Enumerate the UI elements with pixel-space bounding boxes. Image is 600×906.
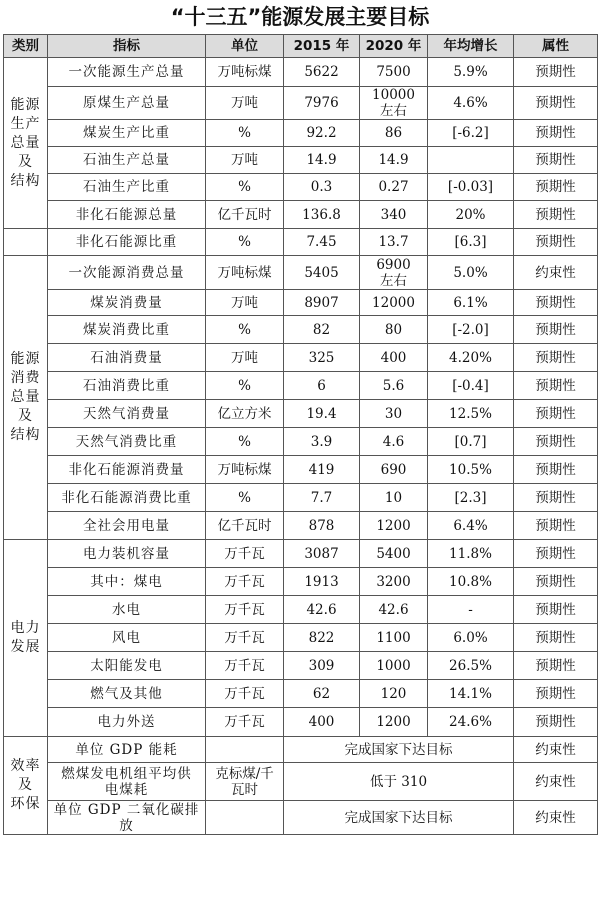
category-cell: 能源 消费 总量 及 结构 xyxy=(4,256,48,540)
indicator-cell: 一次能源消费总量 xyxy=(48,256,206,290)
growth-cell: [-6.2] xyxy=(428,120,514,147)
value-2015-cell: 42.6 xyxy=(284,596,360,624)
energy-targets-table xyxy=(3,34,598,835)
table-row xyxy=(4,120,598,147)
unit-cell: 亿千瓦时 xyxy=(206,201,284,229)
value-2020-cell: 1200 xyxy=(360,512,428,540)
unit-cell: % xyxy=(206,229,284,256)
value-2020-cell: 30 xyxy=(360,400,428,428)
unit-cell: 万吨 xyxy=(206,290,284,316)
attribute-cell: 预期性 xyxy=(514,229,598,256)
growth-cell: 4.6% xyxy=(428,87,514,120)
attribute-cell: 预期性 xyxy=(514,624,598,652)
value-2015-cell: 5622 xyxy=(284,58,360,87)
attribute-cell: 约束性 xyxy=(514,801,598,835)
unit-cell: 克标煤/千 瓦时 xyxy=(206,763,284,801)
header-growth: 年均增长 xyxy=(428,35,514,58)
indicator-cell: 其中：煤电 xyxy=(48,568,206,596)
unit-cell: 万吨标煤 xyxy=(206,256,284,290)
attribute-cell: 预期性 xyxy=(514,568,598,596)
unit-cell: 万吨 xyxy=(206,87,284,120)
header-category: 类别 xyxy=(4,35,48,58)
value-2020-cell: 5400 xyxy=(360,540,428,568)
unit-cell: % xyxy=(206,372,284,400)
value-2020-cell: 400 xyxy=(360,344,428,372)
unit-cell xyxy=(206,737,284,763)
attribute-cell: 预期性 xyxy=(514,400,598,428)
unit-cell xyxy=(206,801,284,835)
attribute-cell: 预期性 xyxy=(514,58,598,87)
value-2020-cell: 6900 左右 xyxy=(360,256,428,290)
growth-cell: 20% xyxy=(428,201,514,229)
unit-cell: 万千瓦 xyxy=(206,708,284,737)
growth-cell: [-0.03] xyxy=(428,174,514,201)
unit-cell: 万吨 xyxy=(206,147,284,174)
value-2020-cell: 1000 xyxy=(360,652,428,680)
growth-cell: [-0.4] xyxy=(428,372,514,400)
value-2020-cell: 14.9 xyxy=(360,147,428,174)
attribute-cell: 预期性 xyxy=(514,596,598,624)
header-unit: 单位 xyxy=(206,35,284,58)
growth-cell: 5.9% xyxy=(428,58,514,87)
table-row xyxy=(4,512,598,540)
growth-cell: 10.5% xyxy=(428,456,514,484)
table-header-row xyxy=(4,35,598,58)
value-2015-cell: 1913 xyxy=(284,568,360,596)
indicator-cell: 煤炭生产比重 xyxy=(48,120,206,147)
growth-cell: 10.8% xyxy=(428,568,514,596)
unit-cell: 万千瓦 xyxy=(206,624,284,652)
unit-cell: 万千瓦 xyxy=(206,568,284,596)
attribute-cell: 预期性 xyxy=(514,708,598,737)
growth-cell: [0.7] xyxy=(428,428,514,456)
table-row xyxy=(4,400,598,428)
value-2015-cell: 62 xyxy=(284,680,360,708)
unit-cell: % xyxy=(206,484,284,512)
value-2015-cell: 5405 xyxy=(284,256,360,290)
table-row xyxy=(4,624,598,652)
indicator-cell: 燃气及其他 xyxy=(48,680,206,708)
indicator-cell: 石油生产总量 xyxy=(48,147,206,174)
growth-cell xyxy=(428,147,514,174)
growth-cell: 5.0% xyxy=(428,256,514,290)
value-2020-cell: 3200 xyxy=(360,568,428,596)
unit-cell: 万吨标煤 xyxy=(206,58,284,87)
attribute-cell: 约束性 xyxy=(514,256,598,290)
header-attribute: 属性 xyxy=(514,35,598,58)
table-row xyxy=(4,484,598,512)
table-row xyxy=(4,540,598,568)
value-2015-cell: 7.45 xyxy=(284,229,360,256)
table-row xyxy=(4,568,598,596)
table-row xyxy=(4,201,598,229)
indicator-cell: 石油生产比重 xyxy=(48,174,206,201)
indicator-cell: 水电 xyxy=(48,596,206,624)
indicator-cell: 煤炭消费量 xyxy=(48,290,206,316)
indicator-cell: 燃煤发电机组平均供 电煤耗 xyxy=(48,763,206,801)
growth-cell: 11.8% xyxy=(428,540,514,568)
attribute-cell: 预期性 xyxy=(514,174,598,201)
table-row xyxy=(4,87,598,120)
indicator-cell: 全社会用电量 xyxy=(48,512,206,540)
value-2020-cell: 13.7 xyxy=(360,229,428,256)
value-2015-cell: 19.4 xyxy=(284,400,360,428)
category-cell: 效率 及 环保 xyxy=(4,737,48,835)
value-2020-cell: 12000 xyxy=(360,290,428,316)
attribute-cell: 预期性 xyxy=(514,290,598,316)
value-2020-cell: 0.27 xyxy=(360,174,428,201)
category-cell xyxy=(4,229,48,256)
unit-cell: 万吨标煤 xyxy=(206,456,284,484)
unit-cell: 万吨 xyxy=(206,344,284,372)
value-2020-cell: 690 xyxy=(360,456,428,484)
value-2015-cell: 92.2 xyxy=(284,120,360,147)
value-2015-cell: 419 xyxy=(284,456,360,484)
attribute-cell: 预期性 xyxy=(514,147,598,174)
table-row xyxy=(4,290,598,316)
value-2015-cell: 136.8 xyxy=(284,201,360,229)
table-row xyxy=(4,763,598,801)
growth-cell: [6.3] xyxy=(428,229,514,256)
unit-cell: 万千瓦 xyxy=(206,652,284,680)
indicator-cell: 非化石能源消费比重 xyxy=(48,484,206,512)
value-2015-cell: 878 xyxy=(284,512,360,540)
indicator-cell: 单位 GDP 能耗 xyxy=(48,737,206,763)
header-indicator: 指标 xyxy=(48,35,206,58)
value-2015-cell: 8907 xyxy=(284,290,360,316)
value-2020-cell: 5.6 xyxy=(360,372,428,400)
value-2015-cell: 3.9 xyxy=(284,428,360,456)
value-2020-cell: 80 xyxy=(360,316,428,344)
table-row xyxy=(4,708,598,737)
table-row xyxy=(4,801,598,835)
attribute-cell: 预期性 xyxy=(514,540,598,568)
indicator-cell: 风电 xyxy=(48,624,206,652)
growth-cell: 6.4% xyxy=(428,512,514,540)
unit-cell: 亿千瓦时 xyxy=(206,512,284,540)
value-2020-cell: 86 xyxy=(360,120,428,147)
value-2020-cell: 1100 xyxy=(360,624,428,652)
value-2015-cell: 3087 xyxy=(284,540,360,568)
attribute-cell: 预期性 xyxy=(514,680,598,708)
indicator-cell: 天然气消费量 xyxy=(48,400,206,428)
value-2015-cell: 0.3 xyxy=(284,174,360,201)
unit-cell: % xyxy=(206,428,284,456)
page-title: “十三五”能源发展主要目标 xyxy=(170,5,430,29)
value-2020-cell: 7500 xyxy=(360,58,428,87)
table-row xyxy=(4,596,598,624)
table-row xyxy=(4,372,598,400)
table-row xyxy=(4,174,598,201)
indicator-cell: 原煤生产总量 xyxy=(48,87,206,120)
attribute-cell: 预期性 xyxy=(514,484,598,512)
table-row xyxy=(4,147,598,174)
value-2015-cell: 7.7 xyxy=(284,484,360,512)
unit-cell: 万千瓦 xyxy=(206,540,284,568)
header-2020: 2020 年 xyxy=(360,35,428,58)
target-cell: 完成国家下达目标 xyxy=(284,801,514,835)
table-row xyxy=(4,58,598,87)
target-cell: 低于 310 xyxy=(284,763,514,801)
value-2015-cell: 7976 xyxy=(284,87,360,120)
table-body xyxy=(4,58,598,835)
table-row xyxy=(4,737,598,763)
unit-cell: % xyxy=(206,174,284,201)
table-row xyxy=(4,256,598,290)
growth-cell: [-2.0] xyxy=(428,316,514,344)
value-2015-cell: 325 xyxy=(284,344,360,372)
table-row xyxy=(4,344,598,372)
unit-cell: 万千瓦 xyxy=(206,680,284,708)
value-2020-cell: 10 xyxy=(360,484,428,512)
indicator-cell: 一次能源生产总量 xyxy=(48,58,206,87)
attribute-cell: 预期性 xyxy=(514,428,598,456)
attribute-cell: 预期性 xyxy=(514,87,598,120)
value-2015-cell: 82 xyxy=(284,316,360,344)
value-2020-cell: 42.6 xyxy=(360,596,428,624)
attribute-cell: 预期性 xyxy=(514,512,598,540)
indicator-cell: 单位 GDP 二氧化碳排 放 xyxy=(48,801,206,835)
growth-cell: [2.3] xyxy=(428,484,514,512)
indicator-cell: 电力装机容量 xyxy=(48,540,206,568)
attribute-cell: 预期性 xyxy=(514,372,598,400)
category-cell: 能源 生产 总量 及 结构 xyxy=(4,58,48,229)
table-row xyxy=(4,428,598,456)
unit-cell: % xyxy=(206,120,284,147)
unit-cell: 亿立方米 xyxy=(206,400,284,428)
value-2020-cell: 1200 xyxy=(360,708,428,737)
indicator-cell: 天然气消费比重 xyxy=(48,428,206,456)
growth-cell: 26.5% xyxy=(428,652,514,680)
header-2015: 2015 年 xyxy=(284,35,360,58)
attribute-cell: 预期性 xyxy=(514,120,598,147)
indicator-cell: 石油消费比重 xyxy=(48,372,206,400)
value-2020-cell: 340 xyxy=(360,201,428,229)
category-cell: 电力 发展 xyxy=(4,540,48,737)
attribute-cell: 预期性 xyxy=(514,201,598,229)
table-row xyxy=(4,652,598,680)
value-2015-cell: 309 xyxy=(284,652,360,680)
attribute-cell: 约束性 xyxy=(514,737,598,763)
indicator-cell: 非化石能源消费量 xyxy=(48,456,206,484)
value-2015-cell: 6 xyxy=(284,372,360,400)
unit-cell: 万千瓦 xyxy=(206,596,284,624)
value-2020-cell: 4.6 xyxy=(360,428,428,456)
growth-cell: 4.20% xyxy=(428,344,514,372)
value-2015-cell: 822 xyxy=(284,624,360,652)
indicator-cell: 石油消费量 xyxy=(48,344,206,372)
indicator-cell: 煤炭消费比重 xyxy=(48,316,206,344)
growth-cell: 6.1% xyxy=(428,290,514,316)
growth-cell: 24.6% xyxy=(428,708,514,737)
growth-cell: 14.1% xyxy=(428,680,514,708)
indicator-cell: 电力外送 xyxy=(48,708,206,737)
attribute-cell: 预期性 xyxy=(514,344,598,372)
value-2020-cell: 120 xyxy=(360,680,428,708)
indicator-cell: 非化石能源总量 xyxy=(48,201,206,229)
target-cell: 完成国家下达目标 xyxy=(284,737,514,763)
attribute-cell: 约束性 xyxy=(514,763,598,801)
attribute-cell: 预期性 xyxy=(514,456,598,484)
unit-cell: % xyxy=(206,316,284,344)
value-2015-cell: 14.9 xyxy=(284,147,360,174)
table-row xyxy=(4,680,598,708)
table-row xyxy=(4,229,598,256)
attribute-cell: 预期性 xyxy=(514,652,598,680)
indicator-cell: 太阳能发电 xyxy=(48,652,206,680)
growth-cell: 6.0% xyxy=(428,624,514,652)
table-row xyxy=(4,456,598,484)
table-row xyxy=(4,316,598,344)
value-2020-cell: 10000 左右 xyxy=(360,87,428,120)
attribute-cell: 预期性 xyxy=(514,316,598,344)
growth-cell: 12.5% xyxy=(428,400,514,428)
growth-cell: - xyxy=(428,596,514,624)
value-2015-cell: 400 xyxy=(284,708,360,737)
indicator-cell: 非化石能源比重 xyxy=(48,229,206,256)
